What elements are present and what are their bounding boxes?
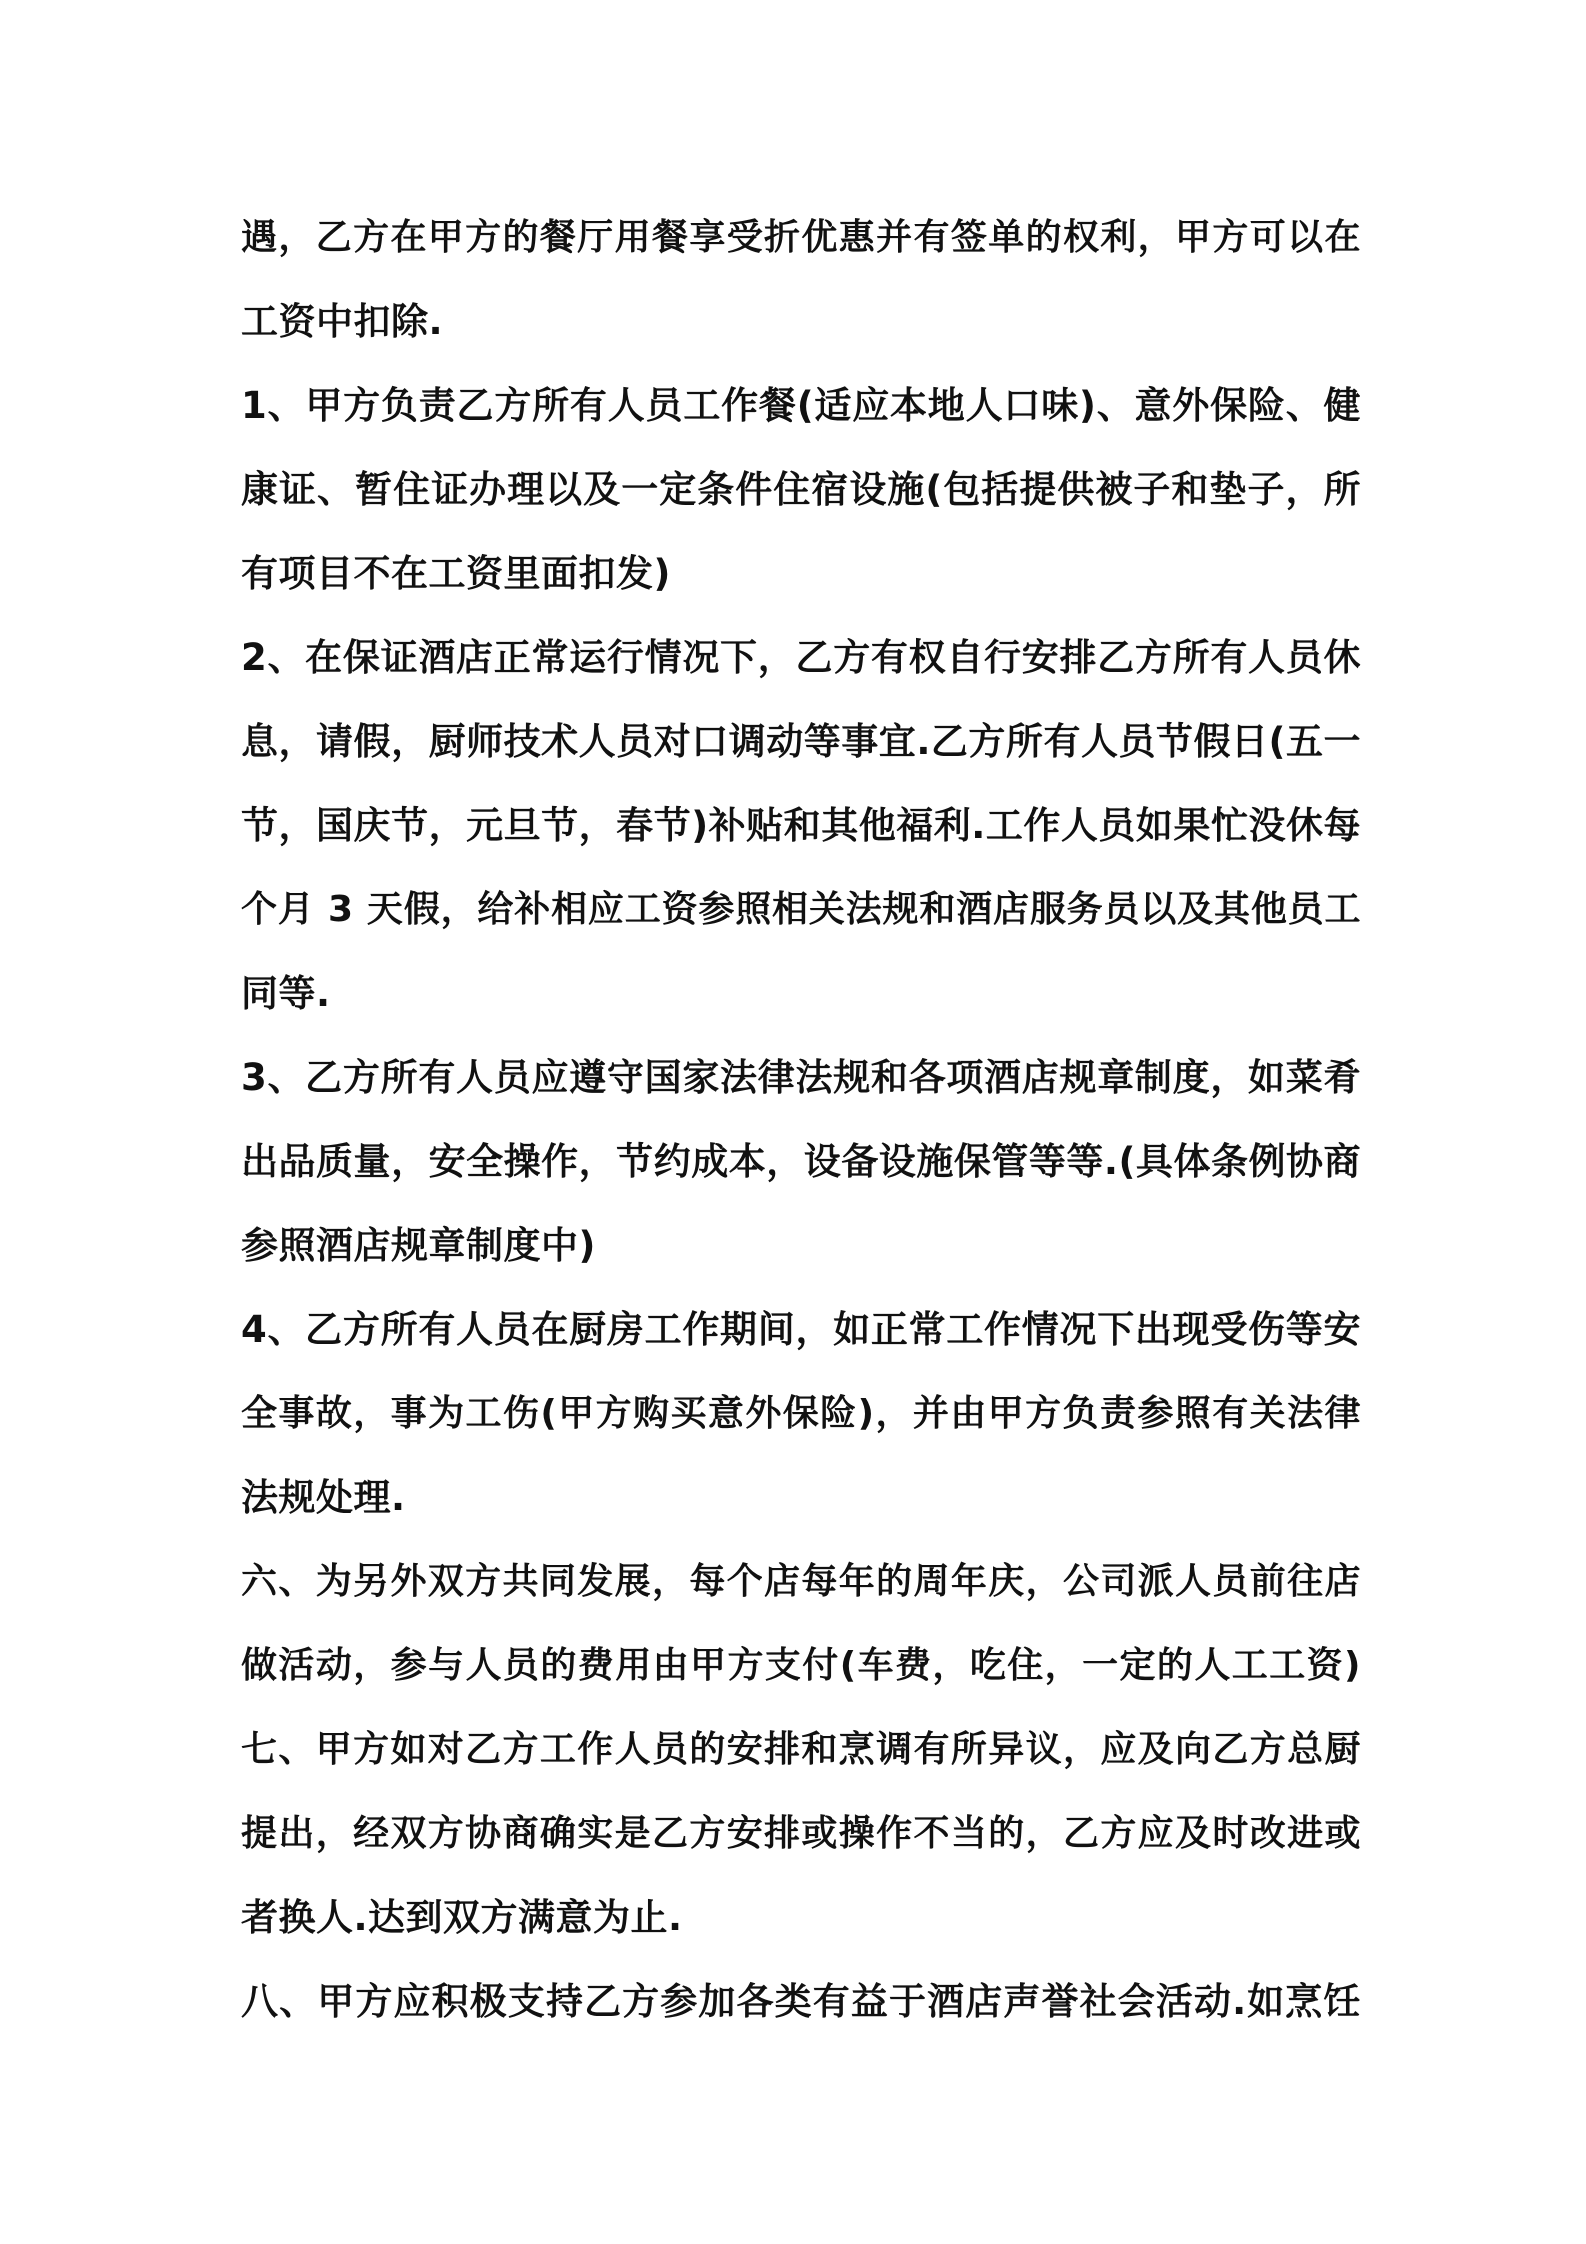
text-line: 遇，乙方在甲方的餐厅用餐享受折优惠并有签单的权利，甲方可以在: [241, 217, 1361, 258]
text-line: 提出，经双方协商确实是乙方安排或操作不当的，乙方应及时改进或: [241, 1813, 1361, 1854]
text-line: 有项目不在工资里面扣发): [241, 552, 671, 595]
text-line: 息，请假，厨师技术人员对口调动等事宜.乙方所有人员节假日(五一: [241, 720, 1361, 763]
section-8-line: 八、甲方应积极支持乙方参加各类有益于酒店声誉社会活动.如烹饪: [241, 1980, 1361, 2023]
text-line: 康证、暂住证办理以及一定条件住宿设施(包括提供被子和垫子，所: [241, 468, 1361, 511]
text-line: 个月 3 天假，给补相应工资参照相关法规和酒店服务员以及其他员工: [241, 889, 1361, 930]
text-line: 者换人.达到双方满意为止.: [241, 1896, 683, 1939]
contract-text-body: [241, 196, 1361, 2044]
text-line: 法规处理.: [241, 1476, 406, 1519]
text-line: 工资中扣除.: [241, 300, 444, 343]
clause-2-line: 2、在保证酒店正常运行情况下，乙方有权自行安排乙方所有人员休: [241, 636, 1361, 679]
text-line: 同等.: [241, 972, 331, 1015]
clause-4-line: 4、乙方所有人员在厨房工作期间，如正常工作情况下出现受伤等安: [241, 1308, 1361, 1351]
clause-3-line: 3、乙方所有人员应遵守国家法律法规和各项酒店规章制度，如菜肴: [241, 1056, 1361, 1099]
text-line: 节，国庆节，元旦节，春节)补贴和其他福利.工作人员如果忙没休每: [241, 804, 1361, 847]
text-line: 全事故，事为工伤(甲方购买意外保险)，并由甲方负责参照有关法律: [241, 1393, 1361, 1434]
section-7-line: 七、甲方如对乙方工作人员的安排和烹调有所异议，应及向乙方总厨: [241, 1729, 1361, 1770]
text-line: 做活动，参与人员的费用由甲方支付(车费，吃住，一定的人工工资): [241, 1645, 1361, 1686]
clause-1-line: 1、甲方负责乙方所有人员工作餐(适应本地人口味)、意外保险、健: [241, 384, 1361, 427]
text-line: 出品质量，安全操作，节约成本，设备设施保管等等.(具体条例协商: [241, 1140, 1361, 1183]
section-6-line: 六、为另外双方共同发展，每个店每年的周年庆，公司派人员前往店: [241, 1561, 1361, 1602]
text-line: 参照酒店规章制度中): [241, 1224, 596, 1267]
